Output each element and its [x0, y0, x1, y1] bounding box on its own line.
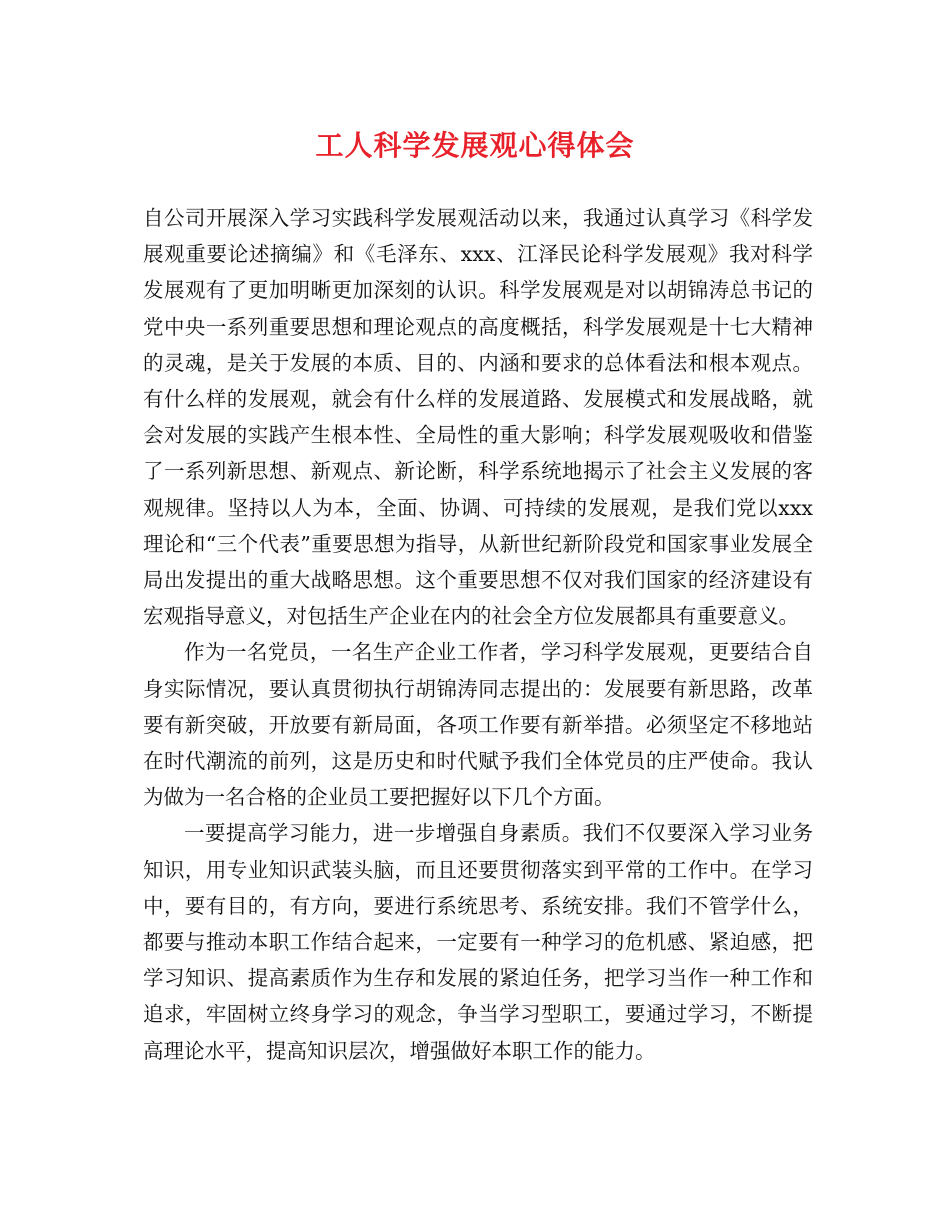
paragraph-3: 一要提高学习能力，进一步增强自身素质。我们不仅要深入学习业务知识，用专业知识武装头脑，而且还要贯彻落实到平常的工作中。在学习中，要有目的，有方向，要进行系统思考、系统安排。我们不管学什么，都要与推动本职工作结合起来，一定要有一种学习的危机感、紧迫感，把学习知识、提高素质作为生存和发展的紧迫任务，把学习当作一种工作和追求，牢固树立终身学习的观念，争当学习型职工，要通过学习，不断提高理论水平，提高知识层次，增强做好本职工作的能力。	[143, 821, 813, 1063]
paragraph-2: 作为一名党员，一名生产企业工作者，学习科学发展观，更要结合自身实际情况，要认真贯彻执行胡锦涛同志提出的：发展要有新思路，改革要有新突破，开放要有新局面，各项工作要有新举措。必须坚定不移地站在时代潮流的前列，这是历史和时代赋予我们全体党员的庄严使命。我认为做为一名合格的企业员工要把握好以下几个方面。	[143, 640, 813, 810]
document-title: 工人科学发展观心得体会	[315, 129, 635, 162]
document-body	[143, 200, 813, 1069]
paragraph-1: 自公司开展深入学习实践科学发展观活动以来，我通过认真学习《科学发展观重要论述摘编》和《毛泽东、xxx、江泽民论科学发展观》我对科学发展观有了更加明晰更加深刻的认识。科学发展观是对以胡锦涛总书记的党中央一系列重要思想和理论观点的高度概括，科学发展观是十七大精神的灵魂，是关于发展的本质、目的、内涵和要求的总体看法和根本观点。有什么样的发展观，就会有什么样的发展道路、发展模式和发展战略，就会对发展的实践产生根本性、全局性的重大影响；科学发展观吸收和借鉴了一系列新思想、新观点、新论断，科学系统地揭示了社会主义发展的客观规律。坚持以人为本，全面、协调、可持续的发展观，是我们党以xxx理论和“三个代表”重要思想为指导，从新世纪新阶段党和国家事业发展全局出发提出的重大战略思想。这个重要思想不仅对我们国家的经济建设有宏观指导意义，对包括生产企业在内的社会全方位发展都具有重要意义。	[143, 206, 813, 629]
